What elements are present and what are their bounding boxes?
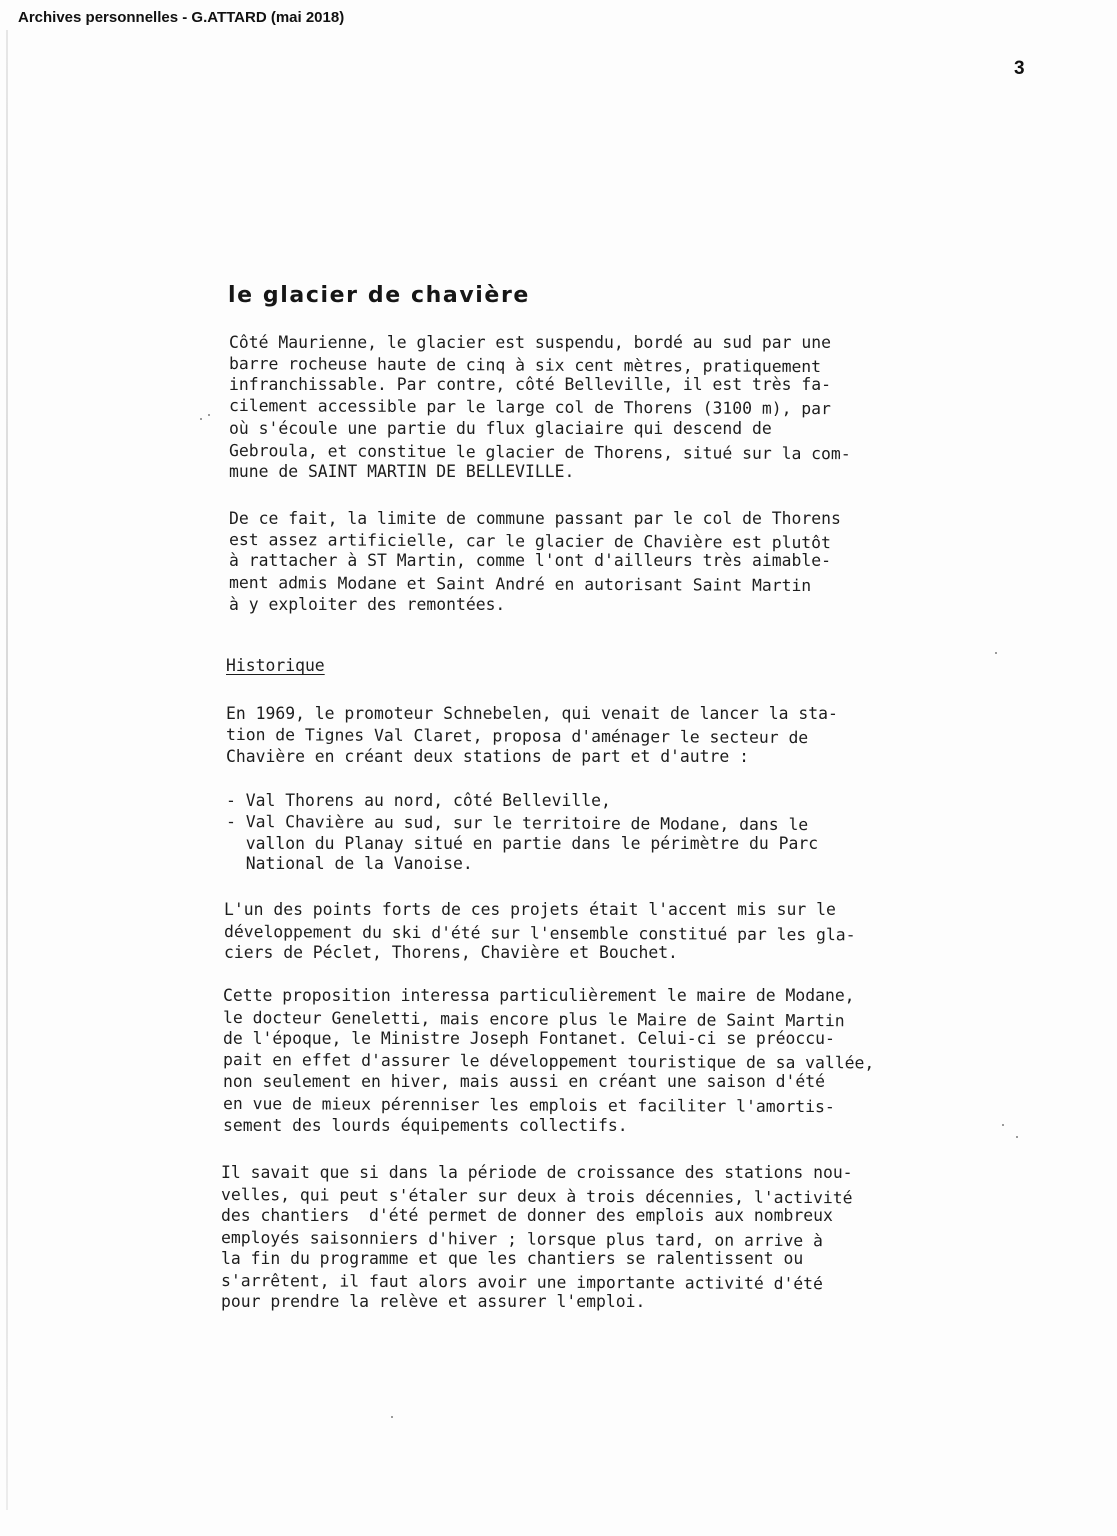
paragraph-1-line: mune de SAINT MARTIN DE BELLEVILLE. [229,462,575,481]
paragraph-6-line: s'arrêtent, il faut alors avoir une importante activité d'été [220,1271,823,1294]
paragraph-4-line: L'un des points forts de ces projets était l'accent mis sur le [224,900,836,919]
scan-speck [200,418,202,420]
paragraph-3-line: Chavière en créant deux stations de part et d'autre : [226,747,750,766]
section-heading-historique: Historique [226,656,325,675]
page-number: 3 [1014,58,1025,79]
paragraph-5-line: non seulement en hiver, mais aussi en créant une saison d'été [223,1072,825,1091]
page-edge-shadow [6,30,8,1510]
paragraph-6-line: pour prendre la relève et assurer l'emploi. [221,1292,646,1311]
paragraph-2-line: à y exploiter des remontées. [229,595,506,614]
paragraph-1-line: barre rocheuse haute de cinq à six cent mètres, pratiquement [228,354,822,377]
paragraph-2-line: à rattacher à ST Martin, comme l'ont d'ailleurs très aimable- [229,551,831,570]
paragraph-6-line: des chantiers d'été permet de donner des emplois aux nombreux [221,1206,833,1225]
paragraph-5-line: de l'époque, le Ministre Joseph Fontanet. Celui-ci se préoccu- [223,1029,835,1048]
paragraph-4-line: développement du ski d'été sur l'ensemble constitué par les gla- [223,922,856,945]
paragraph-5-line: sement des lourds équipements collectifs. [223,1116,628,1135]
scan-speck [1016,1136,1018,1138]
list-item-continuation: National de la Vanoise. [226,854,473,873]
paragraph-6-line: employés saisonniers d'hiver ; lorsque plus tard, on arrive à [220,1228,823,1251]
scan-speck [208,414,210,416]
paragraph-5-line: le docteur Geneletti, mais encore plus le Maire de Saint Martin [222,1008,845,1031]
paragraph-3-line: En 1969, le promoteur Schnebelen, qui venait de lancer la sta- [226,704,838,723]
paragraph-5-line: Cette proposition interessa particulièrement le maire de Modane, [223,986,855,1005]
paragraph-1-line: Gebroula, et constitue le glacier de Thorens, situé sur la com- [228,441,851,464]
paragraph-6-line: Il savait que si dans la période de croissance des stations nou- [221,1163,853,1182]
paragraph-2-line: est assez artificielle, car le glacier de Chavière est plutôt [228,530,831,553]
scan-speck [995,652,997,654]
document-title: le glacier de chavière [228,283,530,308]
paragraph-3-line: tion de Tignes Val Claret, proposa d'aménager le secteur de [225,725,809,748]
list-item: - Val Thorens au nord, côté Belleville, [226,791,611,810]
paragraph-1-line: Côté Maurienne, le glacier est suspendu, bordé au sud par une [229,333,831,352]
list-item: - Val Chavière au sud, sur le territoire de Modane, dans le [225,812,809,835]
paragraph-6-line: la fin du programme et que les chantiers se ralentissent ou [221,1249,804,1268]
paragraph-4-line: ciers de Péclet, Thorens, Chavière et Bouchet. [224,943,678,962]
paragraph-1-line: infranchissable. Par contre, côté Belleville, il est très fa- [229,375,831,394]
archive-header: Archives personnelles - G.ATTARD (mai 2018) [18,9,345,26]
paragraph-6-line: velles, qui peut s'étaler sur deux à trois décennies, l'activité [220,1185,853,1208]
paragraph-5-line: en vue de mieux pérenniser les emplois et faciliter l'amortis- [222,1094,835,1117]
paragraph-1-line: où s'écoule une partie du flux glaciaire qui descend de [229,419,772,438]
scan-speck [1002,1124,1004,1126]
paragraph-2-line: De ce fait, la limite de commune passant par le col de Thorens [229,509,841,528]
paragraph-1-line: cilement accessible par le large col de Thorens (3100 m), par [228,396,831,419]
paragraph-5-line: pait en effet d'assurer le développement touristique de sa vallée, [222,1050,875,1073]
list-item-continuation: vallon du Planay situé en partie dans le périmètre du Parc [226,834,819,853]
scan-speck [391,1416,393,1418]
paragraph-2-line: ment admis Modane et Saint André en autorisant Saint Martin [228,573,812,596]
